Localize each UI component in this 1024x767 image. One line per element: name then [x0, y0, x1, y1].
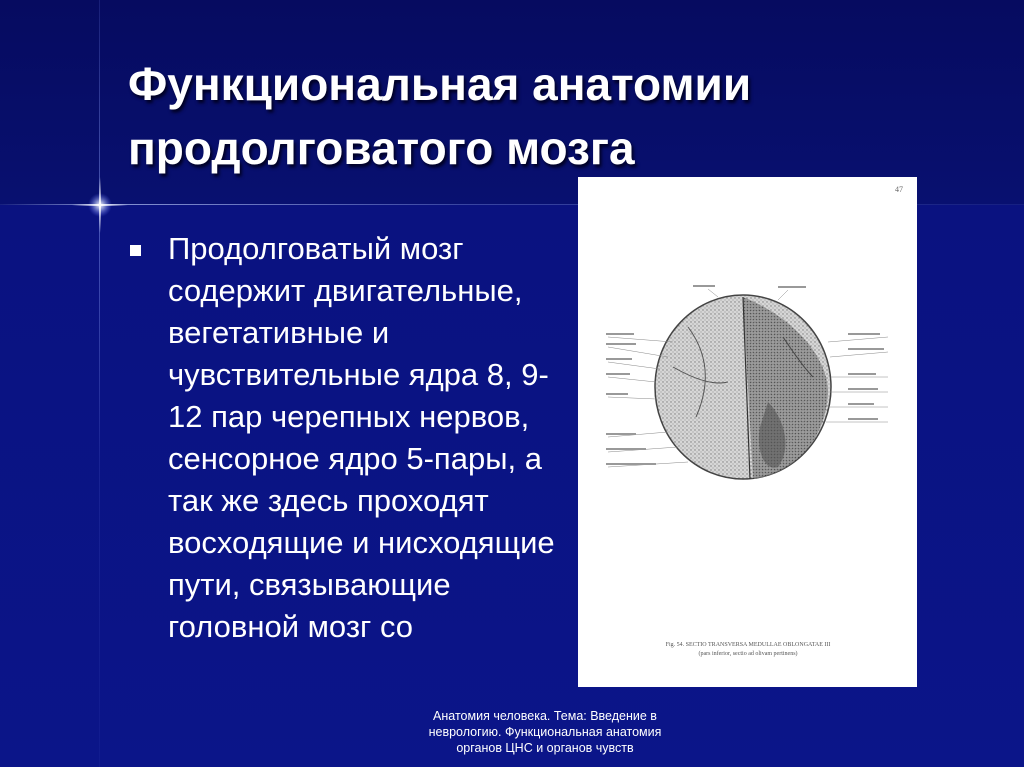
title-line-1: Функциональная анатомии: [128, 58, 752, 110]
bullet-text: Продолговатый мозг содержит двигательные, вегетативные и чувствительные ядра 8, 9-12 пар черепных нервов, сенсорное ядро 5-пары, а так же здесь проходят восходящие и нисходящие пути, связывающие головной мозг со: [168, 231, 555, 644]
figure-page-number: 47: [895, 185, 903, 194]
title-line-2: продолговатого мозга: [128, 122, 635, 174]
medulla-cross-section-illustration: [578, 177, 917, 687]
figure-caption-line-2: (pars inferior, sectio ad olivam pertinens): [698, 651, 798, 657]
medulla-section-figure: [578, 177, 917, 687]
page-title: [128, 52, 978, 180]
sparkle-star-icon: [70, 175, 130, 235]
figure-caption-line-1: Fig. 54. SECTIO TRANSVERSA MEDULLAE OBLONGATAE III: [665, 642, 831, 648]
decorative-vertical-line: [99, 0, 100, 767]
square-bullet-icon: [130, 245, 141, 256]
figure-caption: [618, 641, 878, 659]
footer-note: Анатомия человека. Тема: Введение в неврологию. Функциональная анатомия органов ЦНС и органов чувств: [428, 709, 662, 755]
